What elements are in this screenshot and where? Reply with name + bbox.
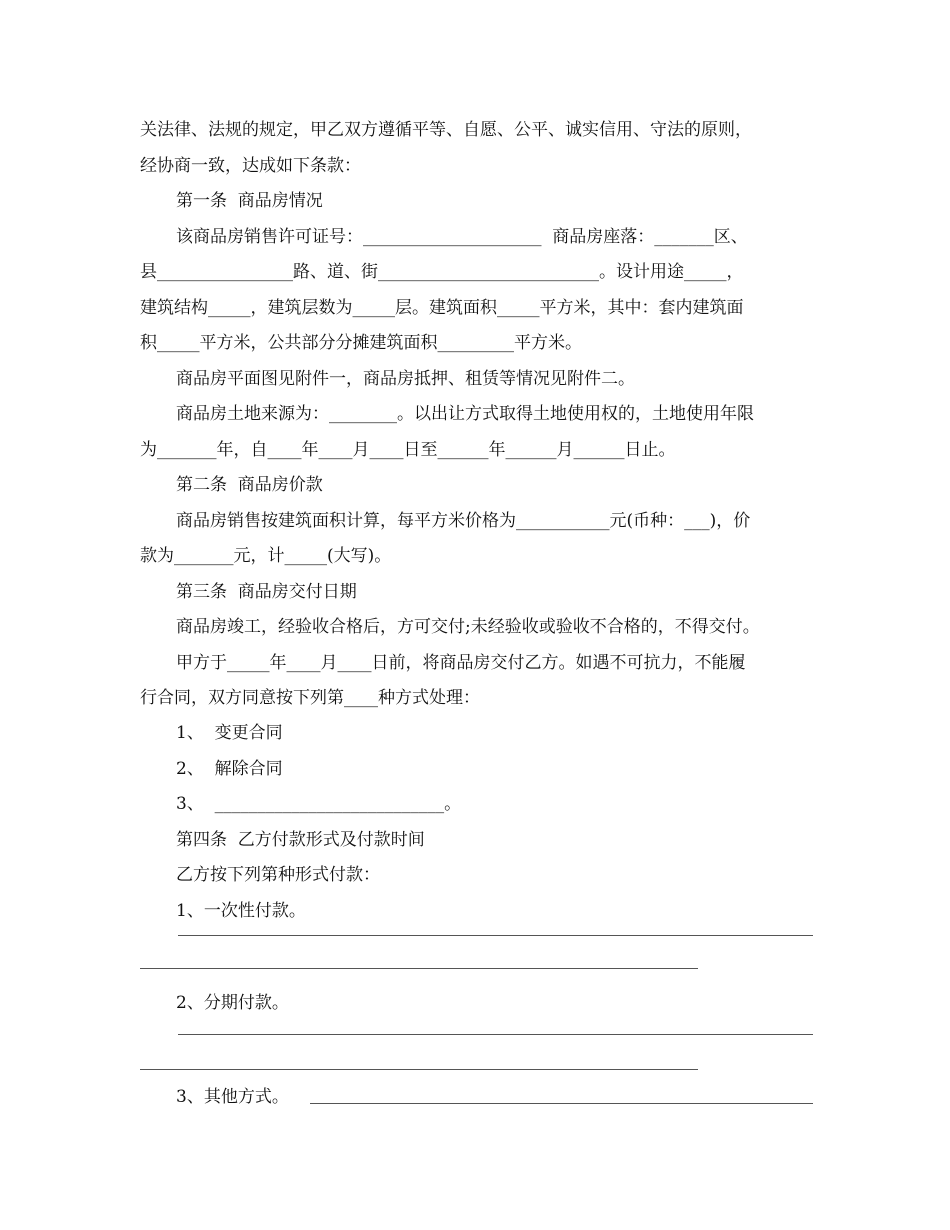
article-2-line-2: 款为_______元，计_____(大写)。 xyxy=(140,546,392,566)
article-1-line-3: 建筑结构_____，建筑层数为_____层。建筑面积_____平方米，其中：套内建筑面 xyxy=(140,298,744,318)
article-4-heading: 第四条 乙方付款形式及付款时间 xyxy=(176,830,425,850)
paragraph-preamble-line-1: 关法律、法规的规定，甲乙双方遵循平等、自愿、公平、诚实信用、守法的原则， xyxy=(140,120,752,140)
payment-option-2-blank-line-2 xyxy=(140,1069,698,1070)
payment-option-1-blank-line-2 xyxy=(140,968,698,969)
article-3-option-1: 1、 变更合同 xyxy=(176,723,283,743)
article-3-heading: 第三条 商品房交付日期 xyxy=(176,582,357,602)
article-3-option-3: 3、 ___________________________。 xyxy=(176,794,462,814)
article-2-line-1: 商品房销售按建筑面积计算，每平方米价格为___________元(币种：___)，价 xyxy=(176,511,751,531)
article-3-option-2: 2、 解除合同 xyxy=(176,759,283,779)
article-1-heading: 第一条 商品房情况 xyxy=(176,191,323,211)
article-1-annex-note: 商品房平面图见附件一，商品房抵押、租赁等情况见附件二。 xyxy=(176,369,635,389)
article-3-line-1: 商品房竣工，经验收合格后，方可交付;未经验收或验收不合格的，不得交付。 xyxy=(176,617,760,637)
article-1-line-4: 积_____平方米，公共部分分摊建筑面积_________平方米。 xyxy=(140,333,582,353)
article-1-line-1: 该商品房销售许可证号：_____________________ 商品房座落：_______区、 xyxy=(176,227,748,247)
article-1-land-line-1: 商品房土地来源为：________。以出让方式取得土地使用权的，土地使用年限 xyxy=(176,404,754,424)
article-4-intro: 乙方按下列第种形式付款： xyxy=(176,865,380,885)
payment-option-1: 1、一次性付款。 xyxy=(176,901,306,921)
payment-option-1-blank-line-1 xyxy=(178,935,813,936)
payment-option-2-blank-line-1 xyxy=(178,1034,813,1035)
payment-option-3: 3、其他方式。 xyxy=(176,1087,289,1107)
payment-option-3-blank-line xyxy=(310,1103,813,1104)
payment-option-2: 2、分期付款。 xyxy=(176,993,289,1013)
article-1-line-2: 县________________路、道、街__________________________。设计用途_____， xyxy=(140,262,744,282)
article-3-line-2: 甲方于_____年____月____日前，将商品房交付乙方。如遇不可抗力，不能履 xyxy=(176,653,746,673)
article-2-heading: 第二条 商品房价款 xyxy=(176,475,323,495)
article-3-line-3: 行合同，双方同意按下列第____种方式处理： xyxy=(140,688,480,708)
paragraph-preamble-line-2: 经协商一致，达成如下条款： xyxy=(140,156,361,176)
article-1-land-line-2: 为_______年，自____年____月____日至______年______月______日止。 xyxy=(140,440,676,460)
